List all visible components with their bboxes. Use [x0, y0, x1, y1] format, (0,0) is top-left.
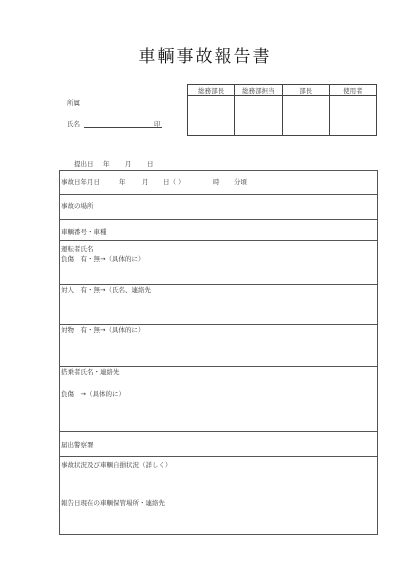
row-passenger	[60, 367, 378, 432]
row-accident-place	[60, 195, 378, 220]
passenger-injury-label: 負傷 →（具体的に）	[61, 390, 125, 398]
affiliation-label: 所属	[67, 99, 80, 107]
police-label: 届出警察署	[61, 441, 94, 449]
stamp-box-general-staff[interactable]	[235, 96, 282, 136]
accident-place-label: 事故の場所	[61, 202, 94, 210]
stamp-box-user[interactable]	[329, 96, 376, 136]
passenger-label: 搭乗者氏名・連絡先	[61, 368, 120, 376]
accident-month-label: 月	[142, 178, 149, 186]
approval-header-general-manager: 総務部長	[188, 85, 235, 96]
approval-header-department-head: 部長	[282, 85, 329, 96]
driver-cell[interactable]	[60, 241, 378, 285]
approval-header-general-staff: 総務部担当	[235, 85, 282, 96]
situation-cell[interactable]	[60, 457, 378, 535]
storage-location-label: 報告日現在の車輌保管場所・連絡先	[61, 499, 165, 507]
driver-name-label: 運転者氏名	[61, 245, 94, 253]
approval-stamp-row	[188, 96, 377, 136]
accident-date-label: 事故日年月日	[61, 178, 100, 186]
row-person	[60, 285, 378, 325]
approval-header-user: 使用者	[329, 85, 376, 96]
submission-month-label: 月	[125, 160, 132, 168]
person-cell[interactable]	[60, 285, 378, 325]
name-underline[interactable]	[84, 127, 162, 128]
report-table	[59, 170, 378, 535]
person-label: 対人 有・無→（氏名、連絡先	[61, 286, 151, 294]
submission-year-label: 年	[103, 160, 110, 168]
vehicle-cell[interactable]	[60, 220, 378, 241]
passenger-cell[interactable]	[60, 367, 378, 432]
row-object	[60, 325, 378, 367]
stamp-box-department-head[interactable]	[282, 96, 329, 136]
situation-label: 事故状況及び車輌自損状況（詳しく）	[61, 461, 172, 469]
object-label: 対物 有・無→（具体的に）	[61, 326, 145, 334]
submission-date-label: 提出日	[74, 160, 94, 168]
name-label: 氏名	[67, 120, 80, 128]
row-police	[60, 432, 378, 457]
accident-datetime-cell[interactable]	[60, 171, 378, 195]
accident-year-label: 年	[119, 178, 126, 186]
seal-label: 印	[154, 120, 161, 128]
accident-hour-label: 時	[213, 178, 220, 186]
accident-minute-label: 分頃	[234, 178, 247, 186]
vehicle-label: 車輌番号・車種	[61, 228, 107, 236]
row-vehicle	[60, 220, 378, 241]
stamp-box-general-manager[interactable]	[188, 96, 235, 136]
row-situation	[60, 457, 378, 535]
row-accident-datetime	[60, 171, 378, 195]
accident-day-label: 日（ ）	[163, 178, 185, 186]
object-cell[interactable]	[60, 325, 378, 367]
approval-table	[187, 84, 377, 136]
driver-injury-label: 負傷 有・無→（具体的に）	[61, 255, 145, 263]
document-title: 車輌事故報告書	[138, 47, 272, 67]
submission-day-label: 日	[147, 160, 154, 168]
accident-place-cell[interactable]	[60, 195, 378, 220]
police-cell[interactable]	[60, 432, 378, 457]
approval-header-row	[188, 85, 377, 96]
row-driver	[60, 241, 378, 285]
